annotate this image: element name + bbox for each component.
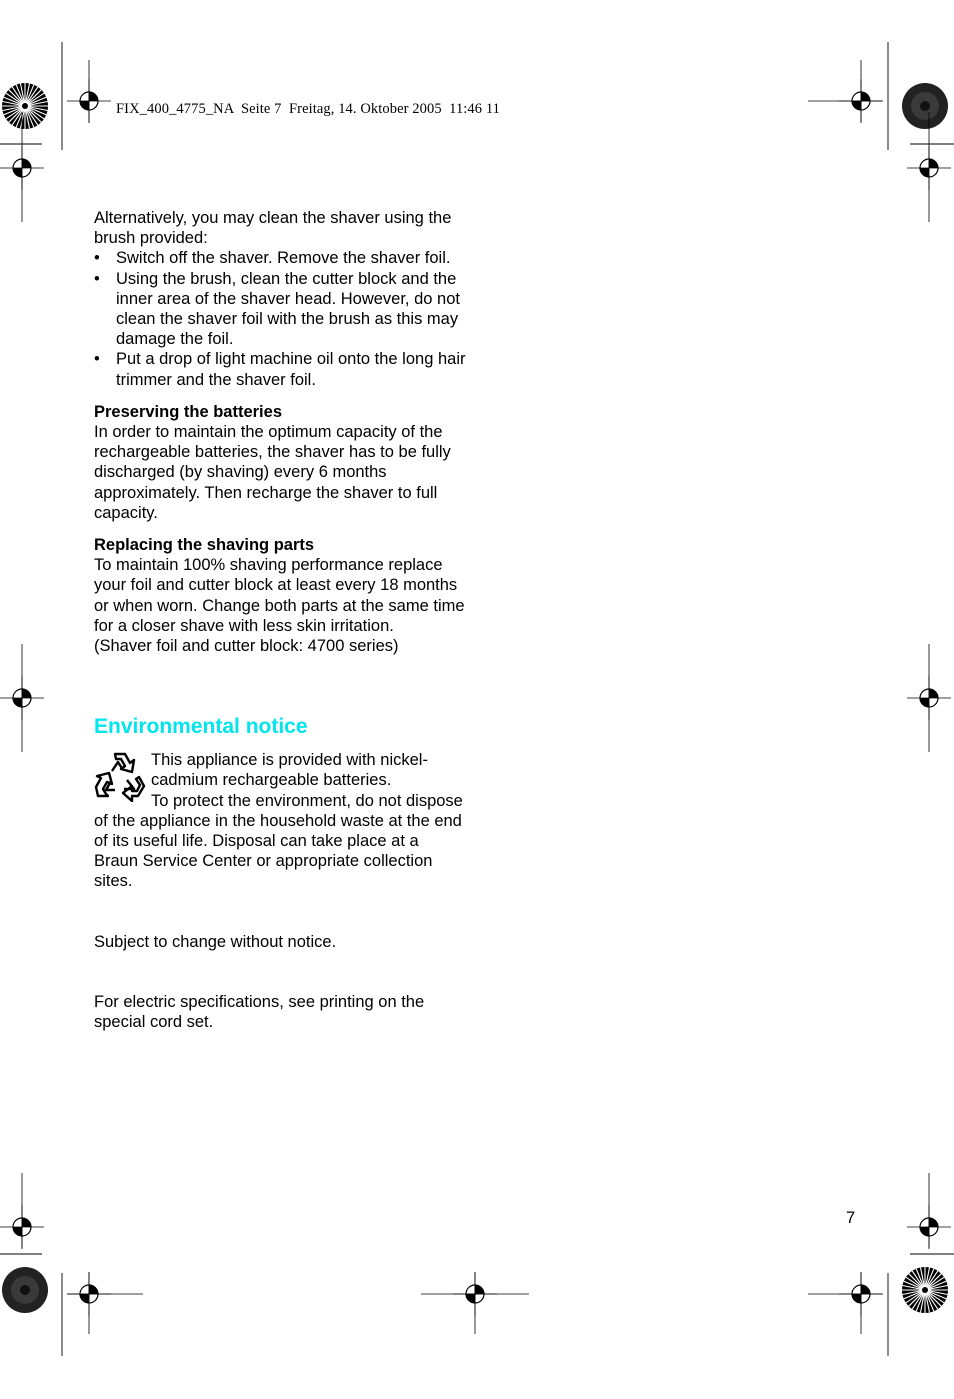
color-bar-mark bbox=[2, 1267, 48, 1313]
change-notice: Subject to change without notice. bbox=[94, 932, 337, 951]
electric-spec-note: For electric specifications, see printing on the special cord set. bbox=[94, 992, 425, 1032]
environmental-notice bbox=[94, 750, 466, 891]
color-bar-mark bbox=[2, 83, 48, 129]
recycle-icon bbox=[94, 750, 146, 802]
page-content bbox=[94, 208, 466, 1032]
batteries-text: In order to maintain the optimum capacity of the rechargeable batteries, the shaver has to be fully discharged (by shaving) every 6 months approximately. Then recharge the shaver to full capacity. bbox=[94, 423, 451, 522]
parts-note: (Shaver foil and cutter block: 4700 series) bbox=[94, 637, 399, 656]
color-bar-mark bbox=[902, 83, 948, 129]
page-number: 7 bbox=[846, 1209, 856, 1227]
list-item: • Put a drop of light machine oil onto the long hair trimmer and the shaver foil. bbox=[94, 349, 466, 389]
print-file-info: FIX_400_4775_NA Seite 7 Freitag, 14. Oktober 2005 11:46 11 bbox=[116, 101, 501, 117]
cleaning-steps bbox=[94, 248, 466, 389]
environmental-text: This appliance is provided with nickel-cadmium rechargeable batteries. To protect the environment, do not dispose of the appliance in the household waste at the end of its useful life. Disposal can take place at a Braun Service Center or appropriate collection sites. bbox=[94, 751, 463, 891]
parts-text: To maintain 100% shaving performance replace your foil and cutter block at least every 18 months or when worn. Change both parts at the same time for a closer shave with less skin irritation. bbox=[94, 556, 465, 635]
section-heading-batteries: Preserving the batteries bbox=[94, 402, 282, 421]
section-heading-parts: Replacing the shaving parts bbox=[94, 536, 315, 555]
cleaning-intro: Alternatively, you may clean the shaver using the brush provided: bbox=[94, 209, 452, 248]
color-bar-mark bbox=[902, 1267, 948, 1313]
list-item: • Using the brush, clean the cutter block and the inner area of the shaver head. However, do not clean the shaver foil with the brush as this may damage the foil. bbox=[94, 269, 466, 350]
environmental-heading: Environmental notice bbox=[94, 715, 308, 739]
list-item: • Switch off the shaver. Remove the shaver foil. bbox=[94, 248, 466, 268]
